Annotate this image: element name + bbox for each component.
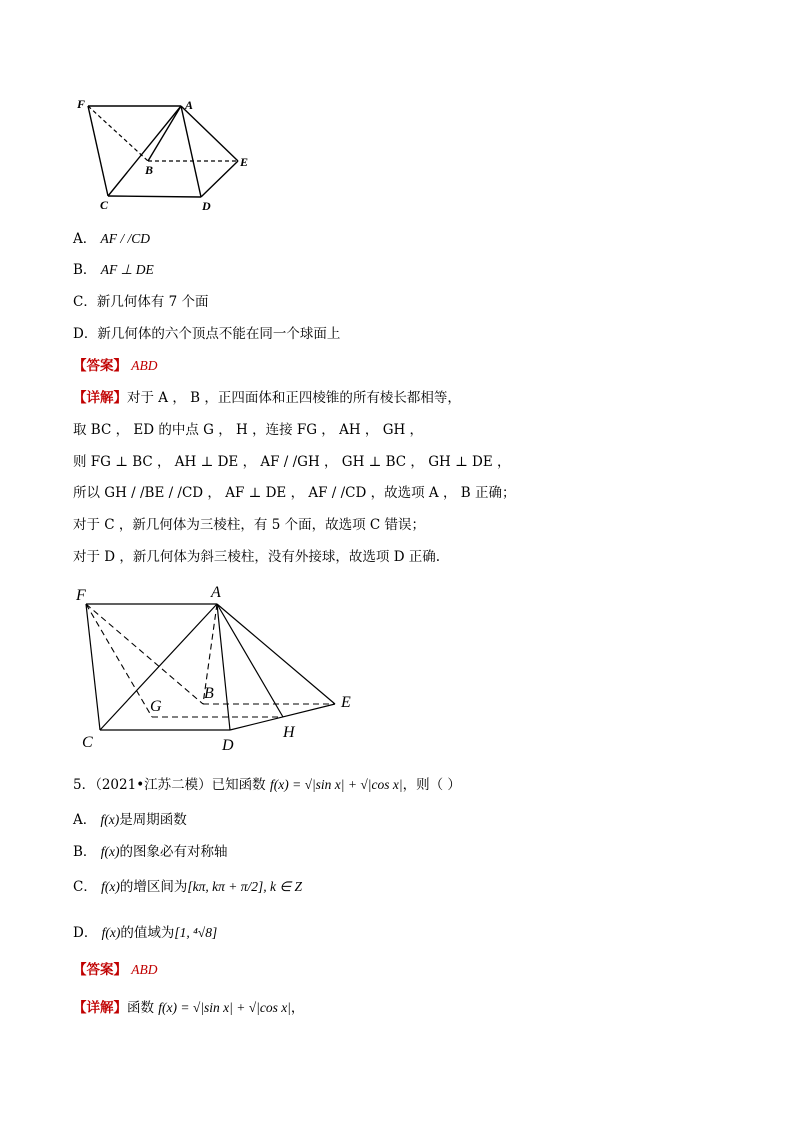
fig1-label-E: E	[240, 155, 249, 169]
detail-function: f(x) = √|sin x| + √|cos x|	[158, 1000, 291, 1015]
option-math: AF / /CD	[100, 231, 151, 246]
q5-option-d	[73, 924, 217, 942]
detail-text: 对于 A ， B ，正四面体和正四棱锥的所有棱长都相等，	[127, 390, 461, 406]
question-source: （2021•江苏二模）	[95, 777, 212, 793]
detail-text: 所以 GH / /BE / /CD ， AF ⊥ DE ， AF / /CD ，故选项 A ， B 正确；	[73, 485, 516, 501]
figure-1-prism	[70, 92, 260, 217]
q4-detail-line-3	[73, 453, 511, 471]
option-prefix: B．	[73, 844, 97, 860]
answer-label: 【答案】	[73, 962, 127, 978]
fig2-label-A: A	[211, 584, 221, 601]
question-function: f(x) = √|sin x| + √|cos x|	[269, 777, 403, 792]
option-text: 的值域为	[120, 925, 175, 941]
q4-option-a	[73, 230, 150, 248]
q4-detail-line-5	[73, 516, 425, 534]
question-text: 已知函数	[211, 777, 266, 793]
fig2-label-F: F	[76, 587, 86, 604]
option-range: [1, ⁴√8]	[174, 925, 218, 940]
option-math: AF ⊥ DE	[100, 262, 154, 277]
answer-value: ABD	[131, 962, 158, 977]
option-prefix: B．	[73, 262, 97, 278]
option-text: 是周期函数	[119, 812, 187, 828]
option-text: 新几何体有 7 个面	[96, 294, 209, 310]
q5-option-c	[73, 878, 302, 896]
fig2-label-H: H	[283, 724, 295, 741]
q5-detail	[73, 999, 304, 1017]
q4-option-b	[73, 261, 154, 279]
q4-detail-line-4	[73, 484, 515, 502]
q5-answer	[73, 961, 158, 979]
q4-answer	[73, 357, 158, 375]
detail-text: 函数	[127, 1000, 154, 1016]
detail-text: 取 BC ， ED 的中点 G ， H ，连接 FG ， AH ， GH ，	[73, 422, 424, 438]
question-number: 5．	[73, 777, 96, 793]
detail-text: 对于 D ，新几何体为斜三棱柱，没有外接球，故选项 D 正确.	[73, 549, 441, 565]
option-prefix: C．	[73, 294, 97, 310]
detail-label: 【详解】	[73, 1000, 127, 1016]
option-math: f(x)	[100, 844, 120, 859]
detail-label: 【详解】	[73, 390, 127, 406]
option-prefix: D．	[73, 326, 98, 342]
option-prefix: A．	[73, 812, 97, 828]
detail-text: 对于 C ，新几何体为三棱柱，有 5 个面，故选项 C 错误；	[73, 517, 425, 533]
q5-option-b	[73, 843, 227, 861]
option-text: 新几何体的六个顶点不能在同一个球面上	[97, 326, 341, 342]
q4-option-d	[73, 325, 340, 343]
option-interval: [kπ, kπ + π/2], k ∈ Z	[187, 879, 303, 894]
q5-stem	[73, 776, 461, 794]
option-prefix: C．	[73, 879, 97, 895]
q4-detail-line-2	[73, 421, 423, 439]
fig2-label-C: C	[82, 734, 93, 751]
option-text: 的图象必有对称轴	[119, 844, 228, 860]
figure-2-prism	[70, 580, 370, 760]
q5-option-a	[73, 811, 187, 829]
fig2-label-G: G	[150, 698, 162, 715]
answer-value: ABD	[131, 358, 158, 373]
fig1-label-A: A	[185, 98, 194, 112]
q4-option-c	[73, 293, 209, 311]
option-math: f(x)	[100, 812, 120, 827]
detail-text-end: ，	[290, 1000, 305, 1016]
fig1-label-C: C	[100, 198, 109, 212]
fig1-label-D: D	[202, 199, 211, 213]
question-text-end: ，则（ ）	[402, 777, 461, 793]
fig1-label-F: F	[77, 97, 86, 111]
fig1-label-B: B	[145, 163, 154, 177]
answer-label: 【答案】	[73, 358, 127, 374]
option-text: 的增区间为	[119, 879, 188, 895]
fig2-label-D: D	[222, 737, 234, 754]
detail-text: 则 FG ⊥ BC ， AH ⊥ DE ， AF / /GH ， GH ⊥ BC ， GH ⊥ DE ，	[73, 454, 511, 470]
option-math: f(x)	[101, 879, 120, 894]
q4-detail-line-6	[73, 548, 440, 566]
q4-detail-line-1	[73, 389, 461, 407]
fig2-label-B: B	[204, 685, 214, 702]
option-math: f(x)	[101, 925, 121, 940]
option-prefix: D．	[73, 925, 98, 941]
fig2-label-E: E	[341, 694, 351, 711]
option-prefix: A．	[73, 231, 97, 247]
